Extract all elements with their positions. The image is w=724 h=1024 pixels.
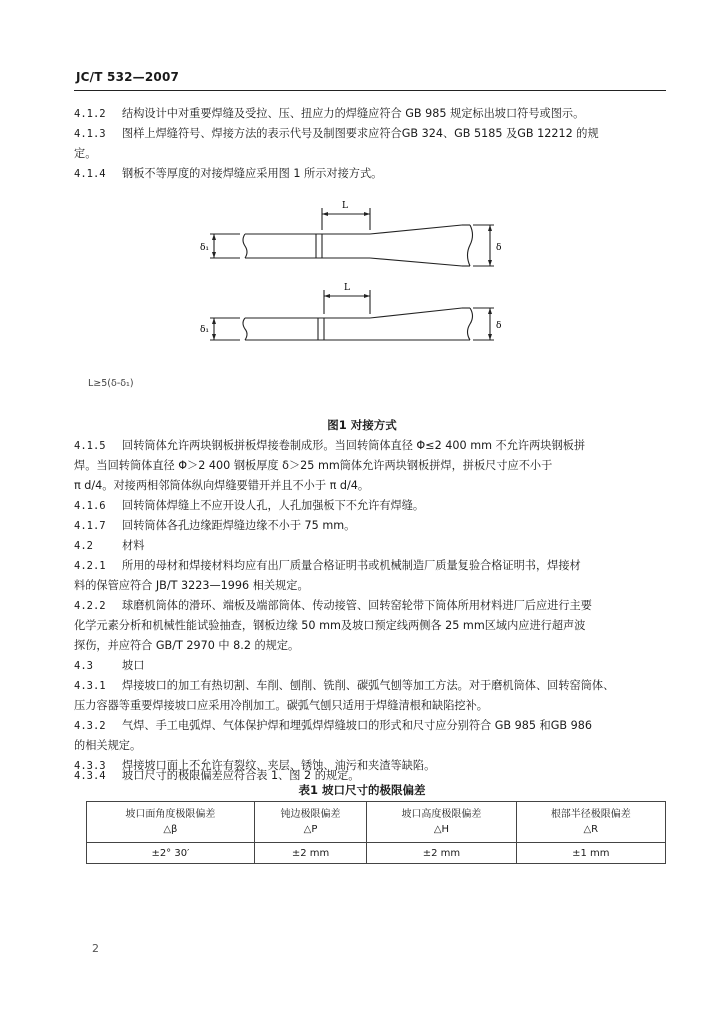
paragraph-4-1-6 (74, 496, 670, 516)
upper-plate-taper (370, 225, 462, 234)
paragraph-4-1-5-cont: 焊。当回转筒体直径 Φ＞2 400 钢板厚度 δ＞25 mm筒体允许两块钢板拼焊，拼板尺寸应不小于 (74, 459, 553, 472)
clause-text: 回转筒体焊缝上不应开设人孔，人孔加强板下不允许有焊缝。 (122, 499, 425, 512)
paragraph-4-2-2 (74, 596, 670, 616)
clause-number: 4.1.3 (74, 128, 106, 140)
table-cell: ±2° 30′ (87, 843, 255, 864)
document-code: JC/T 532—2007 (76, 70, 180, 84)
table-cell: ±2 mm (367, 843, 516, 864)
limit-deviation-table (86, 801, 666, 864)
table-cell: ±1 mm (516, 843, 665, 864)
label-L-lower: L (344, 283, 350, 293)
header-rule (74, 90, 666, 91)
clause-text: 气焊、手工电弧焊、气体保护焊和埋弧焊焊缝坡口的形式和尺寸应分别符合 GB 985 和GB 986 (122, 719, 592, 732)
paragraph-4-2-1-cont: 料的保管应符合 JB/T 3223—1996 相关规定。 (74, 579, 309, 592)
paragraph-4-1-2 (74, 104, 670, 124)
upper-plate-taper-bottom (370, 258, 462, 266)
table-cell: ±2 mm (254, 843, 366, 864)
figure-note: L≥5(δ-δ₁) (88, 378, 134, 389)
clause-text: 焊接坡口的加工有热切割、车削、刨削、铣削、碳弧气刨等加工方法。对于磨机筒体、回转窑筒体、 (122, 679, 615, 692)
section-number: 4.3 (74, 660, 93, 672)
header-text: 坡口高度极限偏差 (401, 809, 482, 820)
label-L-upper: L (342, 201, 348, 211)
label-delta1-lower: δ₁ (200, 325, 210, 335)
paragraph-4-3-1 (74, 676, 670, 696)
figure-caption: 图1 对接方式 (327, 418, 397, 432)
label-delta-lower: δ (496, 321, 502, 331)
clause-number: 4.2.1 (74, 560, 106, 572)
paragraph-4-3-2-cont: 的相关规定。 (74, 739, 142, 752)
clause-number: 4.1.4 (74, 168, 106, 180)
header-symbol: △β (163, 824, 178, 835)
clause-text: 回转筒体各孔边缘距焊缝边缘不小于 75 mm。 (122, 519, 356, 532)
header-symbol: △H (433, 824, 450, 835)
label-delta1-upper: δ₁ (200, 243, 210, 253)
clause-number: 4.3.2 (74, 720, 106, 732)
paragraph-4-1-3-cont: 定。 (74, 147, 97, 160)
header-text: 坡口面角度极限偏差 (125, 809, 216, 820)
paragraph-4-1-7 (74, 516, 670, 536)
section-title: 材料 (122, 539, 145, 552)
clause-number: 4.1.7 (74, 520, 106, 532)
paragraph-4-2-1 (74, 556, 670, 576)
header-symbol: △R (583, 824, 599, 835)
section-4-2 (74, 536, 670, 556)
clause-number: 4.2.2 (74, 600, 106, 612)
clause-text: 回转筒体允许两块钢板拼板焊接卷制成形。当回转筒体直径 Φ≤2 400 mm 不允许两块钢板拼 (122, 439, 586, 452)
clause-text: 焊接坡口面上不允许有裂纹、夹层、锈蚀、油污和夹渣等缺陷。 (122, 759, 436, 772)
table-header-cell (516, 802, 665, 843)
table-row (87, 843, 666, 864)
table-header-cell (367, 802, 516, 843)
page-number: 2 (92, 942, 99, 955)
clause-number: 4.1.2 (74, 108, 106, 120)
figure-butt-joint (190, 190, 510, 380)
section-4-3 (74, 656, 670, 676)
clause-text: 球磨机筒体的滑环、端板及端部筒体、传动接管、回转窑轮带下筒体所用材料进厂后应进行主要 (122, 599, 592, 612)
clause-text: 图样上焊缝符号、焊接方法的表示代号及制图要求应符合GB 324、GB 5185 及GB 12212 的规 (122, 127, 599, 140)
clause-text: 钢板不等厚度的对接焊缝应采用图 1 所示对接方式。 (122, 167, 383, 180)
clause-text: 所用的母材和焊接材料均应有出厂质量合格证明书或机械制造厂质量复验合格证明书，焊接材 (122, 559, 581, 572)
paragraph-4-1-4 (74, 164, 670, 184)
paragraph-4-1-3 (74, 124, 670, 144)
clause-text: 坡口尺寸的极限偏差应符合表 1、图 2 的规定。 (122, 769, 360, 782)
clause-number: 4.3.3 (74, 760, 106, 772)
table-header-cell (87, 802, 255, 843)
header-text: 根部半径极限偏差 (550, 809, 631, 820)
table-header-row (87, 802, 666, 843)
paragraph-4-2-2-cont: 化学元素分析和机械性能试验抽查，钢板边缘 50 mm及坡口预定线两侧各 25 mm区域内应进行超声波 (74, 619, 586, 632)
section-number: 4.2 (74, 540, 93, 552)
paragraph-4-3-1-cont: 压力容器等重要焊接坡口应采用冷削加工。碳弧气刨只适用于焊缝清根和缺陷挖补。 (74, 699, 488, 712)
header-text: 钝边极限偏差 (280, 809, 341, 820)
paragraph-4-1-5 (74, 436, 670, 456)
paragraph-4-1-5-cont2: π d/4。对接两相邻筒体纵向焊缝要错开并且不小于 π d/4。 (74, 479, 370, 492)
clause-number: 4.3.4 (74, 770, 106, 782)
label-delta-upper: δ (496, 243, 502, 253)
clause-number: 4.1.6 (74, 500, 106, 512)
paragraph-4-2-2-cont2: 探伤，并应符合 GB/T 2970 中 8.2 的规定。 (74, 639, 300, 652)
table-caption: 表1 坡口尺寸的极限偏差 (298, 783, 426, 797)
section-title: 坡口 (122, 659, 145, 672)
table-header-cell (254, 802, 366, 843)
header-symbol: △P (303, 824, 318, 835)
clause-number: 4.1.5 (74, 440, 106, 452)
clause-text: 结构设计中对重要焊缝及受拉、压、扭应力的焊缝应符合 GB 985 规定标出坡口符号或图示。 (122, 107, 585, 120)
clause-number: 4.3.1 (74, 680, 106, 692)
paragraph-4-3-2 (74, 716, 670, 736)
